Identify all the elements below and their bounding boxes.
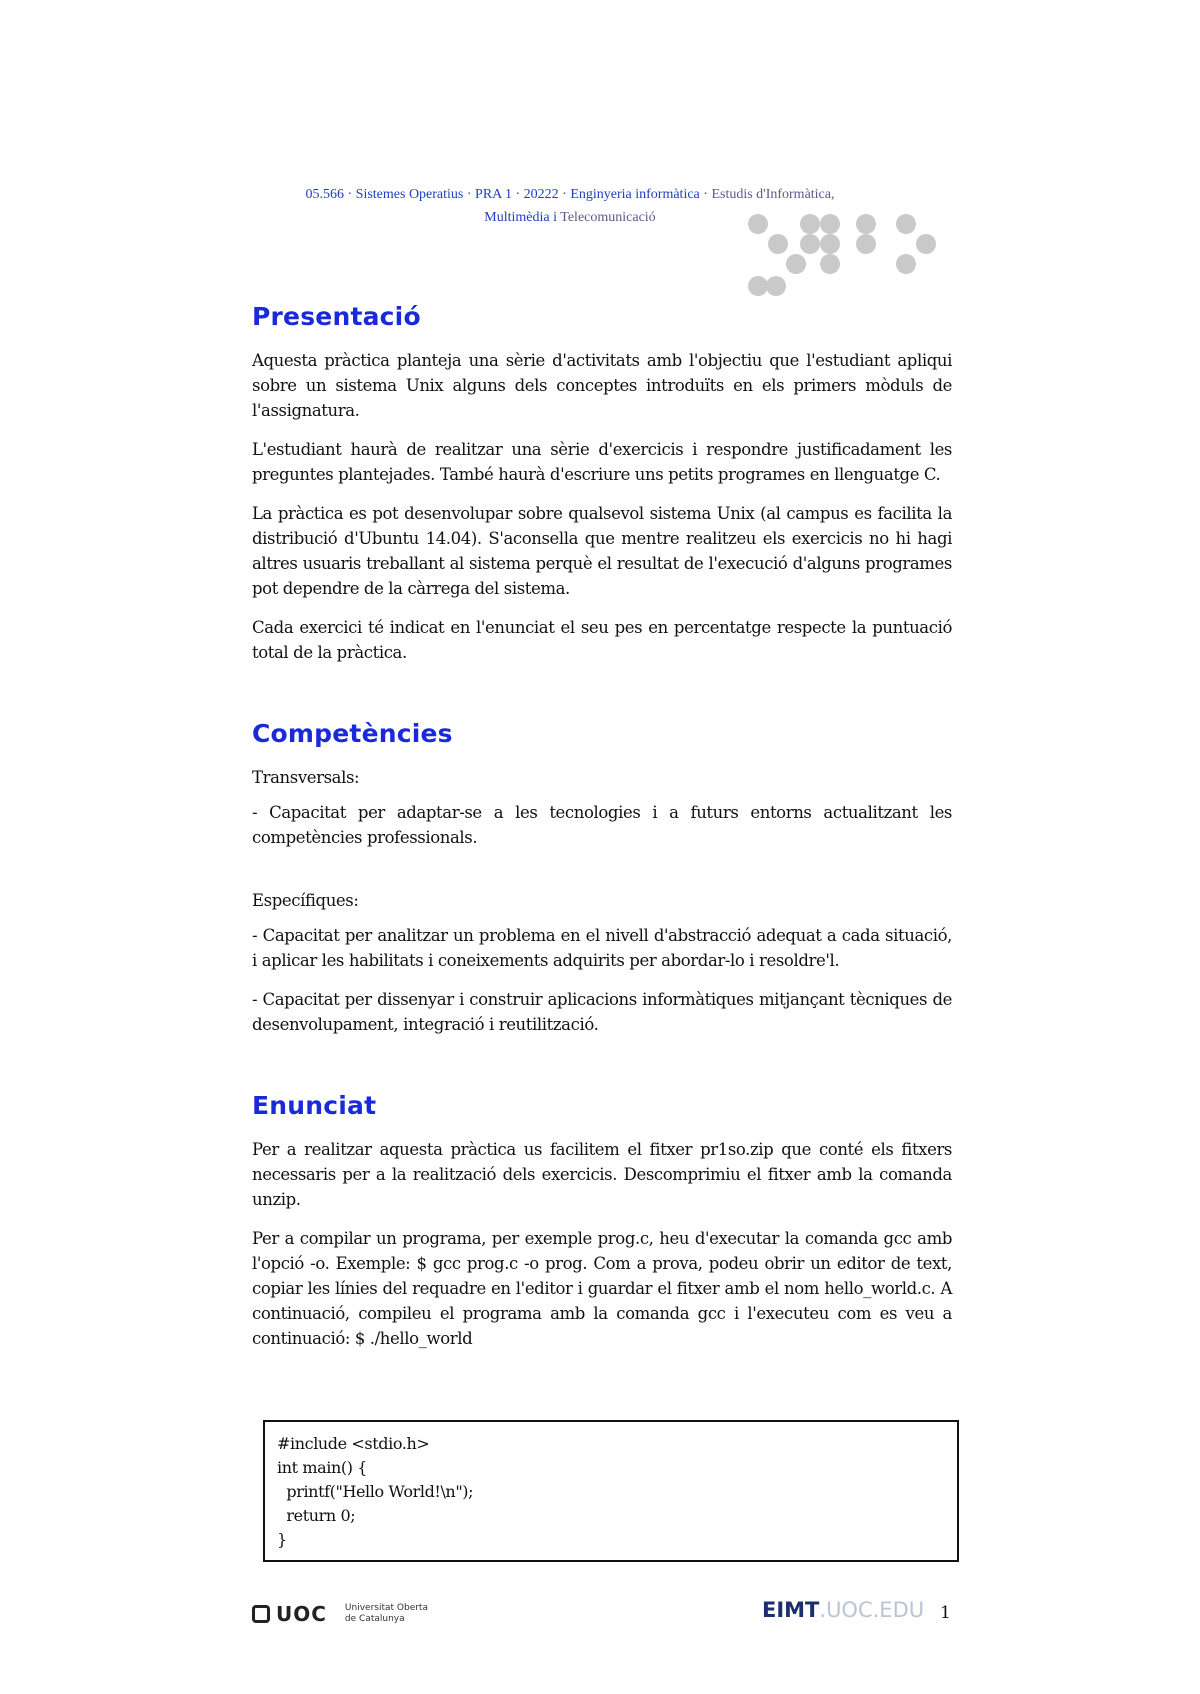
eimt-logo <box>762 1598 924 1622</box>
dot <box>786 254 806 274</box>
paragraph: Per a realitzar aquesta pràctica us facilitem el fitxer pr1so.zip que conté els fitxers necessaris per a la realització dels exercicis. Descomprimiu el fitxer amb la comanda unzip. <box>252 1140 952 1209</box>
paragraph: Aquesta pràctica planteja una sèrie d'activitats amb l'objectiu que l'estudiant apliqui sobre un sistema Unix alguns dels conceptes introduïts en els primers mòduls de l'assignatura. <box>252 351 952 420</box>
code-line: } <box>277 1530 287 1549</box>
uoc-logo <box>252 1600 428 1628</box>
dot <box>768 234 788 254</box>
dot <box>896 214 916 234</box>
paragraph: L'estudiant haurà de realitzar una sèrie d'exercicis i respondre justificadament les preguntes plantejades. També haurà d'escriure uns petits programes en llenguatge C. <box>252 440 952 484</box>
eimt-domain: .UOC.EDU <box>819 1598 925 1622</box>
code-line: int main() { <box>277 1458 368 1477</box>
uoc-name-line-2: de Catalunya <box>344 1614 405 1624</box>
page-number: 1 <box>940 1603 951 1623</box>
code-box <box>263 1420 959 1562</box>
section-title-presentacio: Presentació <box>252 302 421 331</box>
dot <box>820 214 840 234</box>
dot <box>856 234 876 254</box>
dot <box>820 234 840 254</box>
dot <box>800 234 820 254</box>
uoc-full-name <box>345 1603 428 1625</box>
paragraph: La pràctica es pot desenvolupar sobre qualsevol sistema Unix (al campus es facilita la distribució d'Ubuntu 14.04). S'aconsella que mentre realitzeu els exercicis no hi hagi altres usuaris treballant al sistema perquè el resultat de l'execució d'alguns programes pot dependre de la càrrega del sistema. <box>252 504 952 598</box>
header-line-1 <box>250 183 890 206</box>
header-course-info: 05.566 · Sistemes Operatius · PRA 1 · 20222 · Enginyeria informàtica · <box>305 187 712 202</box>
competency-item: - Capacitat per dissenyar i construir aplicacions informàtiques mitjançant tècniques de desenvolupament, integració i reutilització. <box>252 990 952 1034</box>
code-line: printf("Hello World!\n"); <box>277 1482 474 1501</box>
code-line: #include <stdio.h> <box>277 1434 430 1453</box>
dot <box>856 214 876 234</box>
especifiques-label: Específiques: <box>252 891 359 910</box>
main-content <box>252 300 952 1365</box>
transversals-label: Transversals: <box>252 768 360 787</box>
section-title-enunciat: Enunciat <box>252 1091 377 1120</box>
uoc-logo-text: UOC <box>276 1602 327 1626</box>
competency-item: - Capacitat per analitzar un problema en el nivell d'abstracció adequat a cada situació, i aplicar les habilitats i coneixements adquirits per abordar-lo i resoldre'l. <box>252 926 952 970</box>
paragraph: Cada exercici té indicat en l'enunciat el seu pes en percentatge respecte la puntuació total de la pràctica. <box>252 618 952 662</box>
dot <box>748 214 768 234</box>
dot <box>800 214 820 234</box>
uoc-mark-icon <box>252 1605 270 1623</box>
competency-item: - Capacitat per adaptar-se a les tecnologies i a futurs entorns actualitzant les competències professionals. <box>252 803 952 847</box>
header-studies-accent: Multimèdia i <box>484 210 561 225</box>
dot <box>766 276 786 296</box>
dot <box>896 254 916 274</box>
dot <box>820 254 840 274</box>
paragraph: Per a compilar un programa, per exemple prog.c, heu d'executar la comanda gcc amb l'opció -o. Exemple: $ gcc prog.c -o prog. Com a prova, podeu obrir un editor de text, copiar les línies del requadre en l'editor i guardar el fitxer amb el nom hello_world.c. A continuació, compileu el programa amb la comanda gcc i l'executeu com es veu a continuació: $ ./hello_world <box>252 1229 952 1348</box>
dot <box>748 276 768 296</box>
eimt-text: EIMT <box>762 1598 820 1622</box>
decorative-dots <box>740 214 960 304</box>
header-studies: Estudis d'Informàtica, <box>711 187 835 202</box>
uoc-name-line-1: Universitat Oberta <box>344 1603 428 1613</box>
header-studies-end: Telecomunicació <box>560 210 656 225</box>
code-line: return 0; <box>277 1506 356 1525</box>
section-title-competencies: Competències <box>252 719 453 748</box>
dot <box>916 234 936 254</box>
